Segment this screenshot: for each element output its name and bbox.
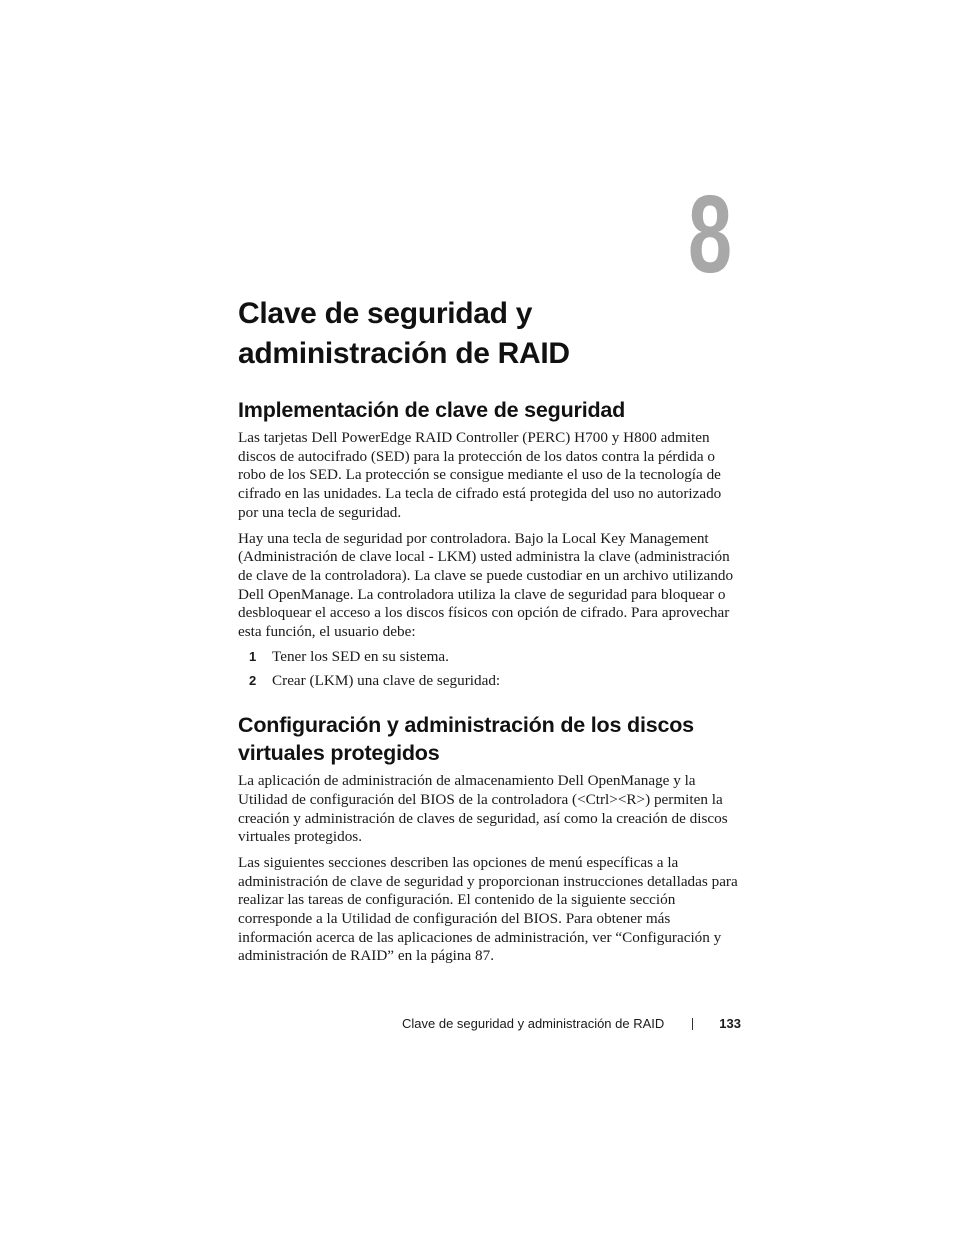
page-footer: [238, 1015, 741, 1033]
step-item: [238, 648, 738, 667]
chapter-title-line-1: Clave de seguridad y: [238, 297, 533, 330]
paragraph: Las tarjetas Dell PowerEdge RAID Controller (PERC) H700 y H800 admiten discos de autocifrado (SED) para la protección de los datos contra la pérdida o robo de los SED. La protección se consigue mediante el uso de la tecnología de cifrado en las unidades. La tecla de cifrado está protegida del uso no autorizado por una tecla de seguridad.: [238, 429, 722, 521]
page-content: [238, 294, 738, 966]
section-heading-protected-virtual-disks: [238, 711, 738, 767]
chapter-title: [238, 294, 738, 374]
footer-separator: [692, 1018, 693, 1030]
section-heading-security-key: Implementación de clave de seguridad: [238, 398, 626, 422]
step-text: Crear (LKM) una clave de seguridad:: [272, 672, 501, 690]
page-number: 133: [719, 1016, 741, 1031]
step-number: 2: [249, 673, 257, 689]
step-text: Tener los SED en su sistema.: [272, 647, 449, 665]
chapter-number: 8: [688, 173, 733, 296]
section-heading-line-2: virtuales protegidos: [238, 741, 440, 766]
section-heading-line-1: Configuración y administración de los discos: [238, 713, 694, 738]
step-number: 1: [249, 648, 257, 664]
step-item: [238, 672, 738, 691]
paragraph: La aplicación de administración de almacenamiento Dell OpenManage y la Utilidad de configuración del BIOS de la controladora (<Ctrl><R>) permiten la creación y administración de claves de seguridad, así como la creación de discos virtuales protegidos.: [238, 772, 728, 846]
footer-chapter-title: Clave de seguridad y administración de RAID: [401, 1016, 665, 1031]
paragraph: Las siguientes secciones describen las opciones de menú específicas a la administración de clave de seguridad y proporcionan instrucciones detalladas para realizar las tareas de configuración. El contenido de la siguiente sección corresponde a la Utilidad de configuración del BIOS. Para obtener más información acerca de las aplicaciones de administración, ver “Configuración y administración de RAID” en la página 87.: [238, 853, 738, 965]
paragraph: Hay una tecla de seguridad por controladora. Bajo la Local Key Management (Administración de clave local - LKM) usted administra la clave (administración de clave de la controladora). La clave se puede custodiar en un archivo utilizando Dell OpenManage. La controladora utiliza la clave de seguridad para bloquear o desbloquear el acceso a los discos físicos con opción de cifrado. Para aprovechar esta función, el usuario debe:: [238, 529, 734, 641]
chapter-title-line-2: administración de RAID: [238, 337, 570, 370]
step-list: [238, 648, 738, 691]
